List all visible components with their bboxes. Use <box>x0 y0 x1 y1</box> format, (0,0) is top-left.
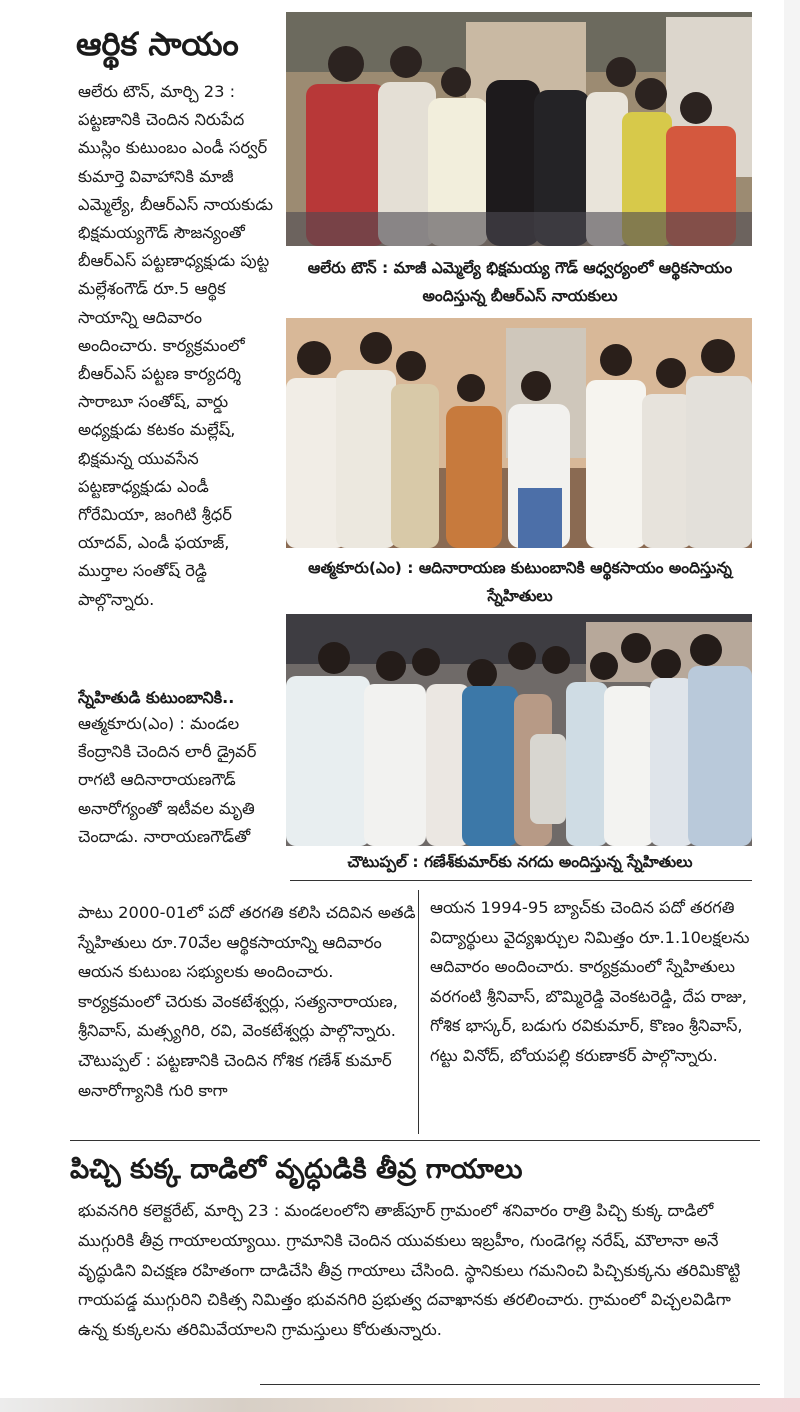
story1-column-text: ఆలేరు టౌన్, మార్చి 23 : పట్టణానికి చెందిన నిరుపేద ముస్లిం కుటుంబం ఎండీ సర్వర్ కుమార్తె వివాహానికి మాజీ ఎమ్మెల్యే, బీఆర్ఎస్ నాయకుడు భిక్షమయ్యగౌడ్ సౌజన్యంతో బీఆర్ఎస్ పట్టణాధ్యక్షుడు పుట్ట మల్లేశంగౌడ్ రూ.5 ఆర్థిక సాయాన్ని ఆదివారం అందించారు. కార్యక్రమంలో బీఆర్ఎస్ పట్టణ కార్యదర్శి సారాబూ సంతోష్, వార్డు అధ్యక్షుడు కటకం మల్లేష్, భిక్షమన్న యువసేన పట్టణాధ్యక్షుడు ఎండీ గోరేమియా, జంగిటి శ్రీధర్ యాదవ్, ఎండీ ఫయాజ్, ముర్తాల సంతోష్ రెడ్డి పాల్గొన్నారు. <box>78 82 274 609</box>
photo-1-caption: ఆలేరు టౌన్ : మాజీ ఎమ్మెల్యే భిక్షమయ్య గౌడ్ ఆధ్వర్యంలో ఆర్థికసాయం అందిస్తున్న బీఆర్ఎస్ నాయకులు <box>307 259 733 305</box>
bottom-divider <box>260 1384 760 1385</box>
photo-1-image <box>286 12 752 246</box>
news-photo-3 <box>286 614 752 846</box>
page-edge <box>784 0 800 1412</box>
headline-dog-attack: పిచ్చి కుక్క దాడిలో వృద్ధుడికి తీవ్ర గాయాలు <box>70 1154 523 1185</box>
photo-2-image <box>286 318 752 548</box>
column-divider <box>418 890 419 1134</box>
news-photo-2 <box>286 318 752 548</box>
next-page-strip <box>0 1398 800 1412</box>
news-photo-1 <box>286 12 752 246</box>
story-divider <box>70 1140 760 1141</box>
story1-lower-right-text: ఆయన 1994-95 బ్యాచ్‌కు చెందిన పదో తరగతి విద్యార్థులు వైద్యఖర్చుల నిమిత్తం రూ.1.10లక్షలను ఆదివారం అందించారు. కార్యక్రమంలో స్నేహితులు వరగంటి శ్రీనివాస్, బొమ్మిరెడ్డి వెంకటరెడ్డి, దేప రాజు, గోశిక భాస్కర్, బడుగు రవికుమార్, కొణం శ్రీనివాస్, గట్టు వినోద్, బోయపల్లి కరుణాకర్ పాల్గొన్నారు. <box>430 898 750 1065</box>
story1-column-text-2: ఆత్మకూరు(ఎం) : మండల కేంద్రానికి చెందిన లారీ డ్రైవర్ రాగటి ఆదినారాయణగౌడ్ అనారోగ్యంతో ఇటీవల మృతి చెందాడు. నారాయణగౌడ్‌తో <box>78 714 257 846</box>
subheadline-friend-family: స్నేహితుడి కుటుంబానికి.. <box>78 688 235 707</box>
photo-2-caption: ఆత్మకూరు(ఎం) : ఆదినారాయణ కుటుంబానికి ఆర్థికసాయం అందిస్తున్న స్నేహితులు <box>308 559 732 605</box>
story1-lower-left-text: పాటు 2000-01లో పదో తరగతి కలిసి చదివిన అతడి స్నేహితులు రూ.70వేల ఆర్థికసాయాన్ని ఆదివారం ఆయన కుటుంబ సభ్యులకు అందించారు. కార్యక్రమంలో చెరుకు వెంకటేశ్వర్లు, సత్యనారాయణ, శ్రీనివాస్, మత్స్యగిరి, రవి, వెంకటేశ్వర్లు పాల్గొన్నారు. చౌటుప్పల్ : పట్టణానికి చెందిన గోశిక గణేశ్ కుమార్ అనారోగ్యానికి గురి కాగా <box>78 903 416 1100</box>
caption-divider <box>290 880 752 881</box>
headline-financial-aid: ఆర్థిక సాయం <box>76 25 239 63</box>
photo-3-image <box>286 614 752 846</box>
photo-3-caption: చౌటుప్పల్ : గణేశ్‌కుమార్‌కు నగదు అందిస్తున్న స్నేహితులు <box>347 853 693 871</box>
story2-body-text: భువనగిరి కలెక్టరేట్, మార్చి 23 : మండలంలోని తాజ్‌పూర్ గ్రామంలో శనివారం రాత్రి పిచ్చి కుక్క దాడిలో ముగ్గురికి తీవ్ర గాయాలయ్యాయి. గ్రామానికి చెందిన యువకులు ఇబ్రహీం, గుండెగల్ల నరేష్, మౌలానా అనే వృద్ధుడిని విచక్షణ రహితంగా దాడిచేసి తీవ్ర గాయాలు చేసింది. స్థానికులు గమనించి పిచ్చికుక్కను తరిమికొట్టి గాయపడ్డ ముగ్గురిని చికిత్స నిమిత్తం భువనగిరి ప్రభుత్వ దవాఖానకు తరలించారు. గ్రామంలో విచ్చలవిడిగా ఉన్న కుక్కలను తరిమివేయాలని గ్రామస్తులు కోరుతున్నారు. <box>78 1201 741 1340</box>
